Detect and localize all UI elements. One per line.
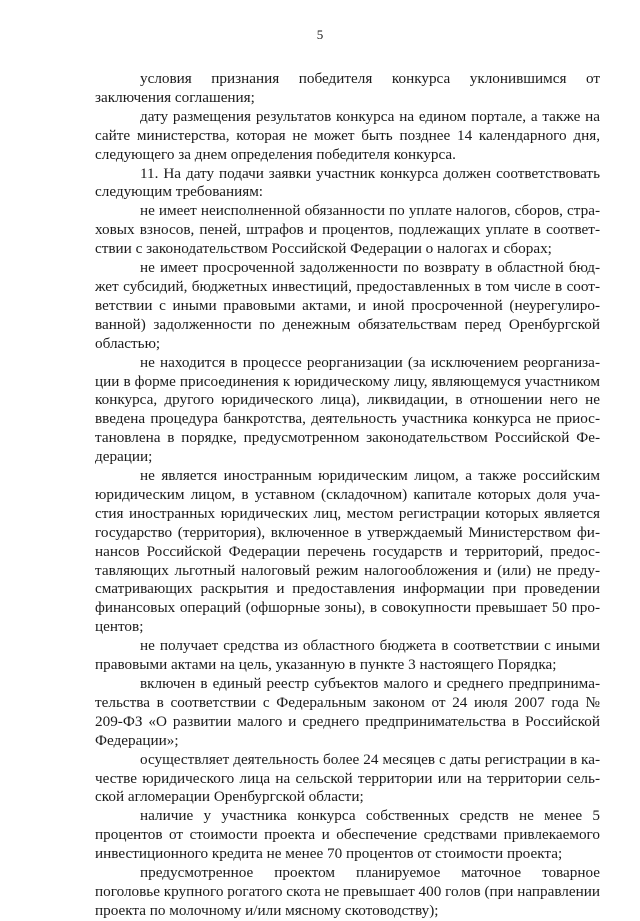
- paragraph: не является иностранным юридическим лицом, а также российским юридическим лицом, в уставном (складочном) капитале которых доля участия иностранных юридических лиц, местом регистрации которых является государство (территория), включенное в утверждаемый Министерством финансов Российской Федерации перечень государств и территорий, предоставляющих льготный налоговый режим налогообложения и (или) не предусматривающих раскрытия и предоставления информации при проведении финансовых операций (офшорные зоны), в совокупности превышает 50 процентов;: [95, 467, 600, 636]
- paragraph: осуществляет деятельность более 24 месяцев с даты регистрации в качестве юридического лица на сельской территории или на территории сельской агломерации Оренбургской области;: [95, 750, 600, 806]
- paragraph: включен в единый реестр субъектов малого и среднего предпринимательства в соответствии с Федеральным законом от 24 июля 2007 года № 209-ФЗ «О развитии малого и среднего предпринимательства в Российской Федерации»;: [95, 675, 600, 749]
- paragraph: условия признания победителя конкурса уклонившимся от заключения соглашения;: [95, 70, 600, 106]
- paragraph: не имеет неисполненной обязанности по уплате налогов, сборов, страховых взносов, пеней, штрафов и процентов, подлежащих уплате в соответствии с законодательством Российской Федерации о налогах и сборах;: [95, 202, 600, 258]
- paragraph: не получает средства из областного бюджета в соответствии с иными правовыми актами на цель, указанную в пункте 3 настоящего Порядка;: [95, 637, 600, 674]
- paragraph: наличие у участника конкурса собственных средств не менее 5 процентов от стоимости проекта и обеспечение средствами привлекаемого инвестиционного кредита не менее 70 процентов от стоимости проекта;: [95, 807, 600, 863]
- document-body: [95, 70, 600, 921]
- paragraph: 11. На дату подачи заявки участник конкурса должен соответствовать следующим требованиям:: [95, 164, 600, 201]
- paragraph: дату размещения результатов конкурса на едином портале, а также на сайте министерства, которая не может быть позднее 14 календарного дня, следующего за днем определения победителя конкурса.: [95, 107, 600, 163]
- page-number: 5: [316, 27, 324, 42]
- paragraph: не находится в процессе реорганизации (за исключением реорганизации в форме присоединения к юридическому лицу, являющемуся участником конкурса, другого юридического лица), ликвидации, в отношении него не введена процедура банкротства, деятельность участника конкурса не приостановлена в порядке, предусмотренном законодательством Российской Федерации;: [95, 353, 600, 466]
- paragraph: не имеет просроченной задолженности по возврату в областной бюджет субсидий, бюджетных инвестиций, предоставленных в том числе в соответствии с иными правовыми актами, и иной просроченной (неурегулированной) задолженности по денежным обязательствам перед Оренбургской областью;: [95, 259, 600, 352]
- paragraph: предусмотренное проектом планируемое маточное товарное поголовье крупного рогатого скота не превышает 400 голов (при направлении проекта по молочному и/или мясному скотоводству);: [95, 864, 600, 919]
